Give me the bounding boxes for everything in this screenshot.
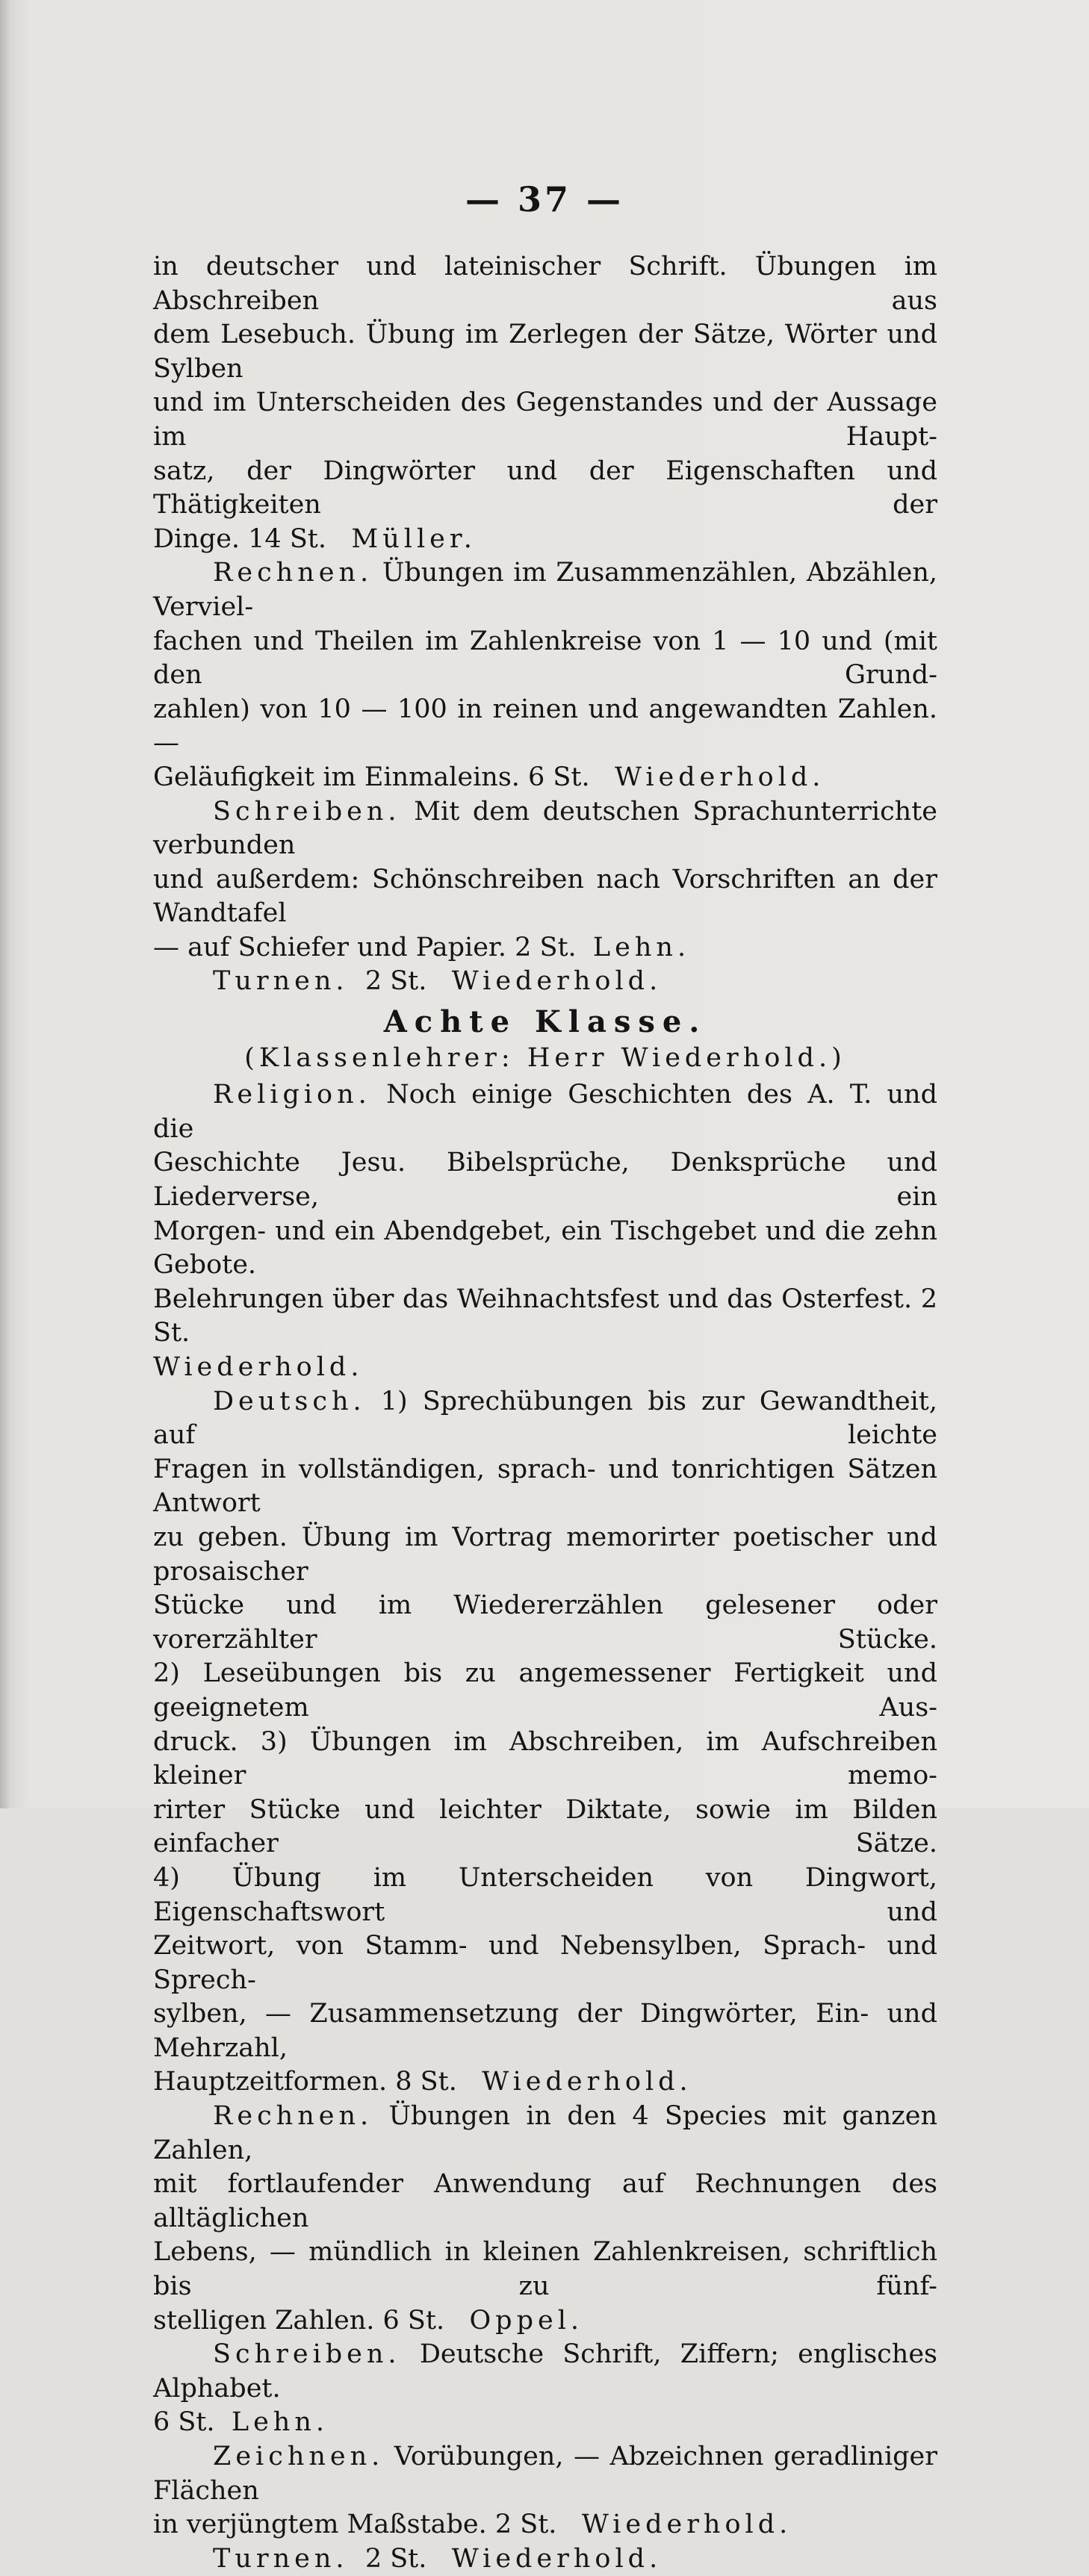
line-text: dem Lesebuch. Übung im Zerlegen der Sätze, Wörter und Sylben <box>153 320 937 384</box>
line-text: und im Unterscheiden des Gegenstandes und der Aussage im Haupt- <box>153 388 937 452</box>
text-line <box>153 1385 937 1453</box>
subject-heading: Religion. <box>213 1080 371 1110</box>
teacher-name: Müller. <box>351 523 477 554</box>
text-line <box>153 2304 937 2339</box>
text-line <box>153 2065 937 2100</box>
teacher-name: Wiederhold. <box>581 2510 792 2540</box>
line-text: 6 St. <box>153 2407 215 2438</box>
line-text: sylben, — Zusammensetzung der Dingwörter, Ein- und Mehrzahl, <box>153 1999 937 2063</box>
line-text: — auf Schiefer und Papier. 2 St. <box>153 932 577 962</box>
text-line <box>153 2236 937 2303</box>
line-text: und außerdem: Schönschreiben nach Vorschriften an der Wandtafel <box>153 864 937 929</box>
subject-heading: Schreiben. <box>213 2339 401 2370</box>
text-line <box>153 1861 937 1929</box>
text-line <box>153 931 937 965</box>
text-line <box>153 1997 937 2065</box>
line-text: Stücke und im Wiedererzählen gelesener oder vorerzählter Stücke. <box>153 1590 937 1655</box>
teacher-name: Wiederhold. <box>482 2067 692 2097</box>
text-line <box>153 2440 937 2508</box>
text-line <box>153 2100 937 2168</box>
text-line <box>153 795 937 863</box>
line-text: Lebens, — mündlich in kleinen Zahlenkreisen, schriftlich bis zu fünf- <box>153 2237 937 2302</box>
line-text: Hauptzeitformen. 8 St. <box>153 2067 457 2097</box>
section-title-line <box>153 1005 937 1042</box>
text-line <box>153 2406 937 2440</box>
line-text: Deutsche Schrift, Ziffern; englisches Alphabet. <box>153 2339 937 2404</box>
line-text: Morgen- und ein Abendgebet, ein Tischgebet und die zehn Gebote. <box>153 1216 937 1281</box>
text-line <box>153 1657 937 1725</box>
class-teacher-line <box>153 1042 937 1076</box>
text-line <box>153 1351 937 1385</box>
text-line <box>153 965 937 999</box>
text-line <box>153 1793 937 1861</box>
text-line <box>153 1146 937 1214</box>
subject-heading: Deutsch. <box>213 1386 366 1416</box>
page-body <box>153 250 937 2576</box>
subject-heading: Turnen. <box>213 966 349 997</box>
text-line <box>153 761 937 795</box>
line-text: 2) Leseübungen bis zu angemessener Fertigkeit und geeignetem Aus- <box>153 1658 937 1723</box>
line-text: zahlen) von 10 — 100 in reinen und angewandten Zahlen. — <box>153 694 937 759</box>
text-line <box>153 1589 937 1657</box>
line-text: Dinge. 14 St. <box>153 523 326 554</box>
page-number: — 37 — <box>465 179 624 220</box>
text-line <box>153 386 937 454</box>
text-line <box>153 2338 937 2406</box>
line-text: Vorübungen, — Abzeichnen geradliniger Flächen <box>153 2442 937 2506</box>
text-line <box>153 863 937 931</box>
text-line <box>153 1929 937 1997</box>
line-text: fachen und Theilen im Zahlenkreise von 1 — 10 und (mit den Grund- <box>153 626 937 691</box>
text-line <box>153 556 937 624</box>
teacher-name: Wiederhold. <box>153 1352 364 1382</box>
class-teacher: (Klassenlehrer: Herr Wiederhold.) <box>244 1042 846 1073</box>
text-line <box>153 250 937 318</box>
text-line <box>153 1215 937 1283</box>
teacher-name: Oppel. <box>469 2305 584 2336</box>
line-text: Übungen in den 4 Species mit ganzen Zahlen, <box>153 2101 937 2165</box>
line-text: in verjüngtem Maßstabe. 2 St. <box>153 2510 557 2540</box>
teacher-name: Wiederhold. <box>614 762 825 792</box>
subject-heading: Turnen. <box>213 2543 349 2574</box>
text-line <box>153 2508 937 2542</box>
line-text: stelligen Zahlen. 6 St. <box>153 2305 445 2336</box>
line-text: 2 St. <box>364 966 427 997</box>
line-text: Übungen im Zusammenzählen, Abzählen, Verviel- <box>153 558 937 622</box>
text-line <box>153 693 937 761</box>
text-line <box>153 1726 937 1793</box>
text-line <box>153 455 937 523</box>
line-text: Fragen in vollständigen, sprach- und tonrichtigen Sätzen Antwort <box>153 1454 937 1519</box>
teacher-name: Wiederhold. <box>451 966 663 997</box>
section-title: Achte Klasse. <box>383 1004 707 1040</box>
line-text: 2 St. <box>364 2543 427 2574</box>
text-line <box>153 625 937 693</box>
text-line <box>153 523 937 557</box>
text-line <box>153 1283 937 1351</box>
subject-heading: Schreiben. <box>213 796 401 827</box>
line-text: druck. 3) Übungen im Abschreiben, im Aufschreiben kleiner memo- <box>153 1726 937 1791</box>
teacher-name: Lehn. <box>231 2407 329 2438</box>
line-text: Zeitwort, von Stamm- und Nebensylben, Sprach- und Sprech- <box>153 1931 937 1995</box>
line-text: Belehrungen über das Weihnachtsfest und das Osterfest. 2 St. <box>153 1284 937 1348</box>
line-text: Noch einige Geschichten des A. T. und die <box>153 1080 937 1144</box>
line-text: rirter Stücke und leichter Diktate, sowie im Bilden einfacher Sätze. <box>153 1794 937 1859</box>
text-line <box>153 1453 937 1521</box>
line-text: zu geben. Übung im Vortrag memorirter poetischer und prosaischer <box>153 1522 937 1587</box>
line-text: Geschichte Jesu. Bibelsprüche, Denksprüche und Liederverse, ein <box>153 1148 937 1213</box>
line-text: 1) Sprechübungen bis zur Gewandtheit, auf leichte <box>153 1386 937 1451</box>
teacher-name: Lehn. <box>592 932 691 962</box>
text-line <box>153 1078 937 1146</box>
line-text: Geläufigkeit im Einmaleins. 6 St. <box>153 762 590 792</box>
subject-heading: Rechnen. <box>213 558 373 588</box>
line-text: satz, der Dingwörter und der Eigenschaften und Thätigkeiten der <box>153 455 937 520</box>
text-line <box>153 2168 937 2236</box>
line-text: Mit dem deutschen Sprachunterrichte verbunden <box>153 796 937 861</box>
teacher-name: Wiederhold. <box>451 2543 663 2574</box>
line-text: in deutscher und lateinischer Schrift. Übungen im Abschreiben aus <box>153 252 937 316</box>
text-line <box>153 318 937 386</box>
subject-heading: Zeichnen. <box>213 2442 385 2471</box>
line-text: 4) Übung im Unterscheiden von Dingwort, Eigenschaftswort und <box>153 1862 937 1927</box>
text-line <box>153 2542 937 2576</box>
text-line <box>153 1521 937 1589</box>
subject-heading: Rechnen. <box>213 2101 373 2132</box>
line-text: mit fortlaufender Anwendung auf Rechnungen des alltäglichen <box>153 2169 937 2233</box>
